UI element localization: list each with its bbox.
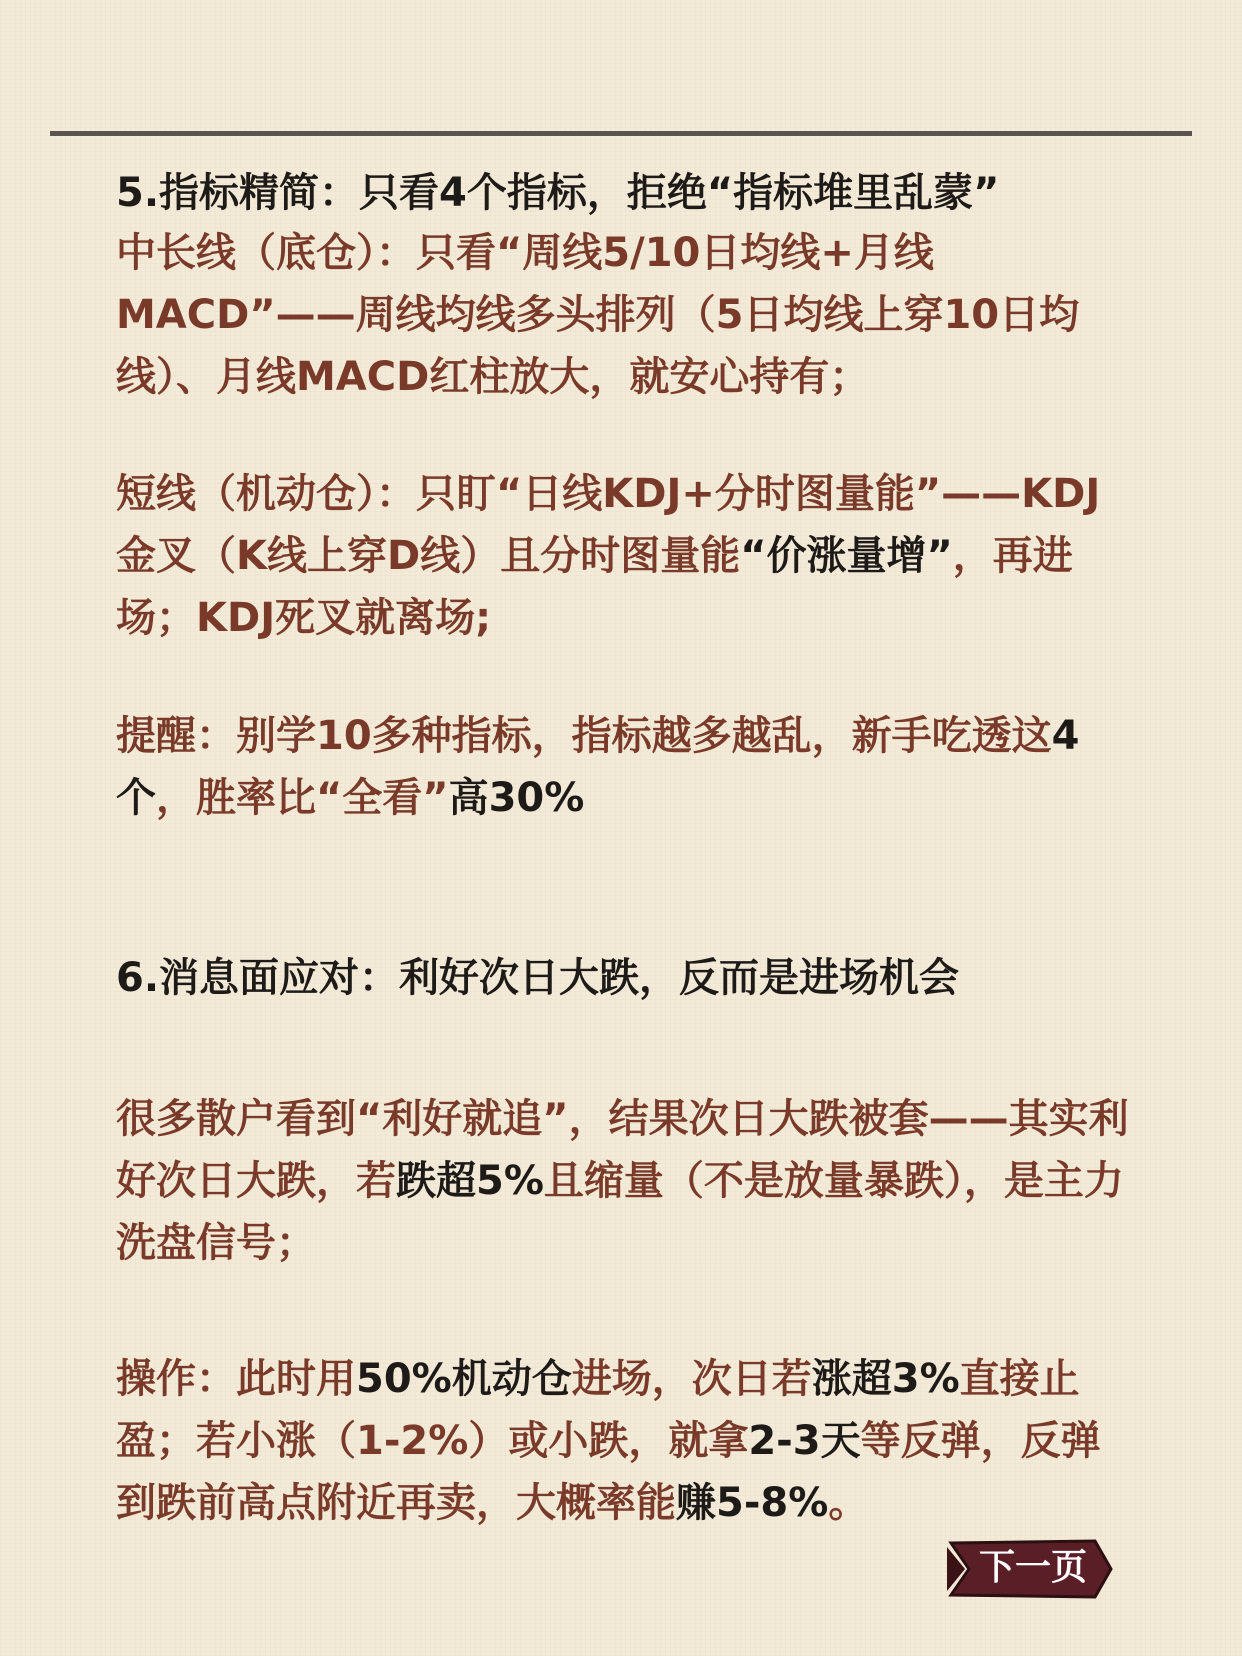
news-emphasis: 跌超5% <box>396 1158 544 1204</box>
operation-emphasis-2: 涨超3% <box>811 1356 960 1402</box>
short-term-text-end: ，再进场；KDJ死叉就离场; <box>116 533 1073 641</box>
short-term-text: 短线（机动仓）：只盯“日线KDJ+分时图量能”——KDJ金叉（K线上穿D线）且分时图量能 <box>116 471 1101 579</box>
operation-emphasis-1: 50%机动仓 <box>356 1356 572 1402</box>
section-6-paragraph-operation <box>116 1348 1136 1534</box>
reminder-text-mid: ，胜率比“全看” <box>156 775 449 821</box>
top-divider <box>50 131 1192 136</box>
next-page-button[interactable] <box>945 1537 1113 1601</box>
section-5-paragraph-long-term <box>116 222 1136 408</box>
section-6-heading: 6.消息面应对：利好次日大跌，反而是进场机会 <box>116 955 960 1001</box>
section-5-paragraph-short-term <box>116 463 1136 649</box>
section-6-paragraph-news <box>116 1088 1136 1274</box>
reminder-emphasis-rate: 高30% <box>448 775 585 821</box>
operation-text-2: 进场，次日若 <box>571 1356 812 1402</box>
news-text: 很多散户看到“利好就追”，结果次日大跌被套——其实利好次日大跌，若 <box>116 1096 1129 1204</box>
operation-text-5: 。 <box>828 1480 869 1526</box>
long-term-text: 中长线（底仓）：只看“周线5/10日均线+月线MACD”——周线均线多头排列（5日均线上穿10日均线）、月线MACD红柱放大，就安心持有； <box>116 230 1080 400</box>
short-term-emphasis: “价涨量增” <box>740 533 953 579</box>
section-5-heading: 5.指标精简：只看4个指标，拒绝“指标堆里乱蒙” <box>116 170 1000 216</box>
operation-text-4: 等反弹，反弹到跌前高点附近再卖，大概率能 <box>116 1418 1101 1526</box>
operation-text-3: 直接止盈；若小涨（1-2%）或小跌，就拿 <box>116 1356 1080 1464</box>
operation-text-1: 操作：此时用 <box>116 1356 356 1402</box>
news-text-end: 且缩量（不是放量暴跌），是主力洗盘信号； <box>116 1158 1124 1266</box>
next-page-label: 下一页 <box>978 1547 1087 1588</box>
operation-emphasis-4: 赚5-8% <box>676 1480 829 1526</box>
operation-emphasis-3: 2-3天 <box>748 1418 861 1464</box>
section-5-reminder <box>116 705 1136 829</box>
reminder-text: 提醒：别学10多种指标，指标越多越乱，新手吃透这 <box>116 713 1052 759</box>
reminder-emphasis-count: 4个 <box>116 713 1080 821</box>
